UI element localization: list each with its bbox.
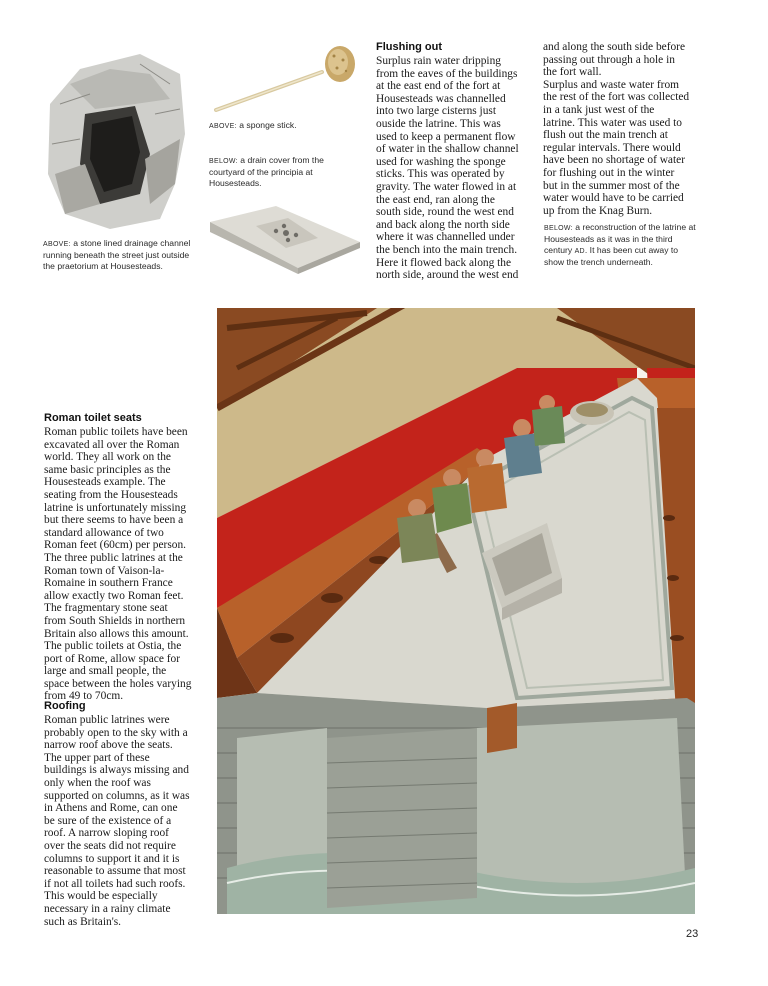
roofing-heading: Roofing [44, 700, 86, 712]
sponge-stick-caption: ABOVE: a sponge stick. [209, 120, 297, 130]
toilet-seats-text: Roman public toilets have been excavated all over the Roman world. They all work on the same basic principles as the Housesteads example. The seating from the Housesteads latrine is unfortunately missing but there seems to have been a standard allowance of two Roman feet (60cm) per person. The three public latrines at the Roman town of Vaison-la- Romaine in southern France allow exactly two Roman feet. The fragmentary stone seat from South Shields in northern Britain also allows this amount. The public toilets at Ostia, the port of Rome, allow space for large and small people, the space between the holes varying from 49 to 70cm. [44, 426, 192, 703]
flushing-out-heading: Flushing out [376, 41, 442, 53]
drainage-channel-illustration [40, 44, 190, 234]
toilet-seats-heading: Roman toilet seats [44, 412, 142, 424]
roofing-section [44, 700, 214, 928]
flushing-out-text-col2: and along the south side before passing out through a hole in the fort wall. Surplus and waste water from the rest of the fort was collected in a tank just west of the latrine. This water was used to flush out the main trench at regular intervals. There would have been no shortage of water for flushing out in the winter but in the summer most of the water would have to be carried up from the Knag Burn. [543, 41, 690, 217]
flushing-out-text-col1: Surplus rain water dripping from the eaves of the buildings at the east end of the fort at Housesteads was channelled into two large cisterns just ouside the latrine. This was used to keep a permanent flow of water in the shallow channel used for washing the sponge sticks. This was operated by gravity. The water flowed in at the east end, ran along the south side, round the west end and back along the north side where it was channelled under the bench into the main trench. Here it flowed back along the north side, around the west end [376, 55, 519, 282]
toilet-seats-section [44, 412, 214, 703]
drain-cover-illustration [206, 202, 364, 274]
reconstruction-caption: BELOW: a reconstruction of the latrine at Housesteads as it was in the third century AD. It has been cut away to show the trench underneath. [544, 222, 696, 267]
flushing-out-section [376, 41, 536, 282]
roofing-text: Roman public latrines were probably open to the sky with a narrow roof above the seats. The upper part of these buildings is always missing and only when the roof was supported on columns, as it was in Athens and Rome, can one be sure of the existence of a roof. A narrow sloping roof over the seats did not require columns to support it and it is reasonable to assume that most if not all toilets had such roofs. This would be especially necessary in a rainy climate such as Britain's. [44, 714, 190, 928]
drainage-channel-caption: ABOVE: a stone lined drainage channel running beneath the street just outside the praetorium at Housesteads. [43, 238, 191, 271]
page-number: 23 [686, 928, 699, 940]
drain-cover-caption: BELOW: a drain cover from the courtyard of the principia at Housesteads. [209, 155, 324, 188]
sponge-stick-illustration [210, 44, 360, 116]
latrine-reconstruction-illustration [217, 308, 695, 914]
